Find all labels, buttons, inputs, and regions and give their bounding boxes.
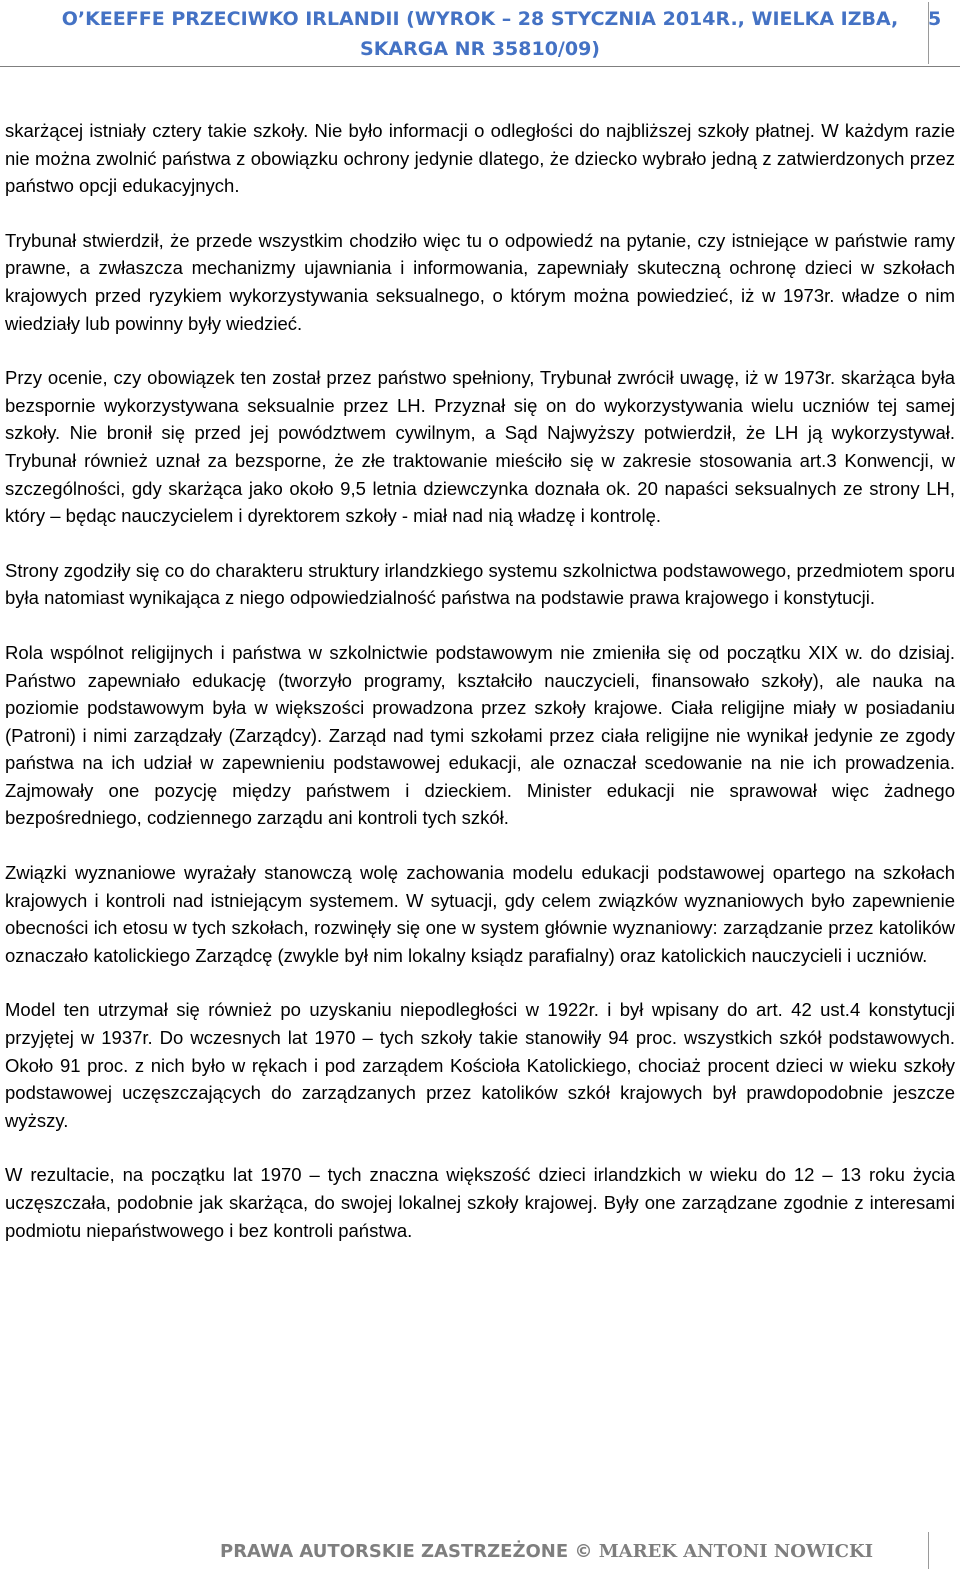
copyright-symbol: © [574,1541,593,1562]
page-number: 5 [928,8,942,30]
header-title: O’KEEFFE PRZECIWKO IRLANDII (WYROK – 28 STYCZNIA 2014R., WIELKA IZBA, SKARGA NR 35810/09) [61,8,899,60]
footer-divider [928,1532,929,1569]
page-header [0,0,960,66]
paragraph: Związki wyznaniowe wyrażały stanowczą wolę zachowania modelu edukacji podstawowej opartego na szkołach krajowych i kontroli nad istniejącym systemem. W sytuacji, gdy celem związków wyznaniowych było zapewnienie obecności ich etosu w tych szkołach, rozwinęły się one w system głównie wyznaniowy: zarządzanie przez katolików oznaczało katolickiego Zarządcę (zwykle był nim lokalny ksiądz parafialny) oraz katolickich nauczycieli i uczniów. [5,862,955,966]
paragraph: W rezultacie, na początku lat 1970 – tych znaczna większość dzieci irlandzkich w wieku do 12 – 13 roku życia uczęszczała, podobnie jak skarżąca, do swojej lokalnej szkoły krajowej. Były one zarządzane zgodnie z interesami podmiotu niepaństwowego i bez kontroli państwa. [5,1164,955,1241]
paragraph: Przy ocenie, czy obowiązek ten został przez państwo spełniony, Trybunał zwrócił uwagę, iż w 1973r. skarżąca była bezspornie wykorzystywana seksualnie przez LH. Przyznał się on do wykorzystywania wielu uczniów tej samej szkoły. Nie bronił się przed jej powództwem cywilnym, a Sąd Najwyższy potwierdził, że LH ją wykorzystywał. Trybunał również uznał za bezsporne, że złe traktowanie mieściło się w zakresie stosowania art.3 Konwencji, w szczególności, gdy skarżąca jako około 9,5 letnia dziewczynka doznała ok. 20 napaści seksualnych ze strony LH, który – będąc nauczycielem i dyrektorem szkoły - miał nad nią władzę i kontrolę. [5,367,955,527]
paragraph: Strony zgodziły się co do charakteru struktury irlandzkiego systemu szkolnictwa podstawowego, przedmiotem sporu była natomiast wynikająca z niego odpowiedzialność państwa na podstawie prawa krajowego i konstytucji. [5,559,955,609]
paragraph: Trybunał stwierdził, że przede wszystkim chodziło więc tu o odpowiedź na pytanie, czy istniejące w państwie ramy prawne, a zwłaszcza mechanizmy ujawniania i informowania, zapewniały skuteczną ochronę dzieci w szkołach krajowych przed ryzykiem wykorzystywania seksualnego, o którym można powiedzieć, iż w 1973r. władze o nim wiedziały lub powinny były wiedzieć. [5,229,955,334]
header-rule [0,66,960,67]
footer-copyright [220,1538,920,1566]
footer-rights: PRAWA AUTORSKIE ZASTRZEŻONE [220,1541,569,1562]
document-body [5,117,955,1271]
footer-author: MAREK ANTONI NOWICKI [598,1541,874,1562]
page-footer [0,1532,960,1569]
paragraph: Rola wspólnot religijnych i państwa w szkolnictwie podstawowym nie zmieniła się od początku XIX w. do dzisiaj. Państwo zapewniało edukację (tworzyło programy, kształciło nauczycieli, finansowało szkoły), ale nauka na poziomie podstawowym była w większości prowadzona przez szkoły krajowe. Ciała religijne miały w posiadaniu (Patroni) i nimi zarządzały (Zarządcy). Zarząd nad tymi szkołami przez ciała religijne nie wynikał jedynie ze zgody państwa na ich udział w zapewnieniu podstawowej edukacji, ale oznaczał scedowanie na nie ich prowadzenia. Zajmowały one pozycję między państwem i dzieckiem. Minister edukacji nie sprawował więc żadnego bezpośredniego, codziennego zarządu ani kontroli tych szkół. [5,641,955,829]
paragraph: skarżącej istniały cztery takie szkoły. Nie było informacji o odległości do najbliższej szkoły płatnej. W każdym razie nie można zwolnić państwa z obowiązku ochrony jedynie dlatego, że dziecko wybrało jedną z zatwierdzonych przez państwo opcji edukacyjnych. [5,120,955,197]
paragraph: Model ten utrzymał się również po uzyskaniu niepodległości w 1922r. i był wpisany do art. 42 ust.4 konstytucji przyjętej w 1937r. Do wczesnych lat 1970 – tych szkoły takie stanowiły 94 proc. wszystkich szkół podstawowych. Około 91 proc. z nich było w rękach i pod zarządem Kościoła Katolickiego, chociaż procent dzieci w wieku szkoły podstawowej uczęszczających do zarządzanych przez katolików szkół krajowych był prawdopodobnie jeszcze wyższy. [5,999,955,1131]
